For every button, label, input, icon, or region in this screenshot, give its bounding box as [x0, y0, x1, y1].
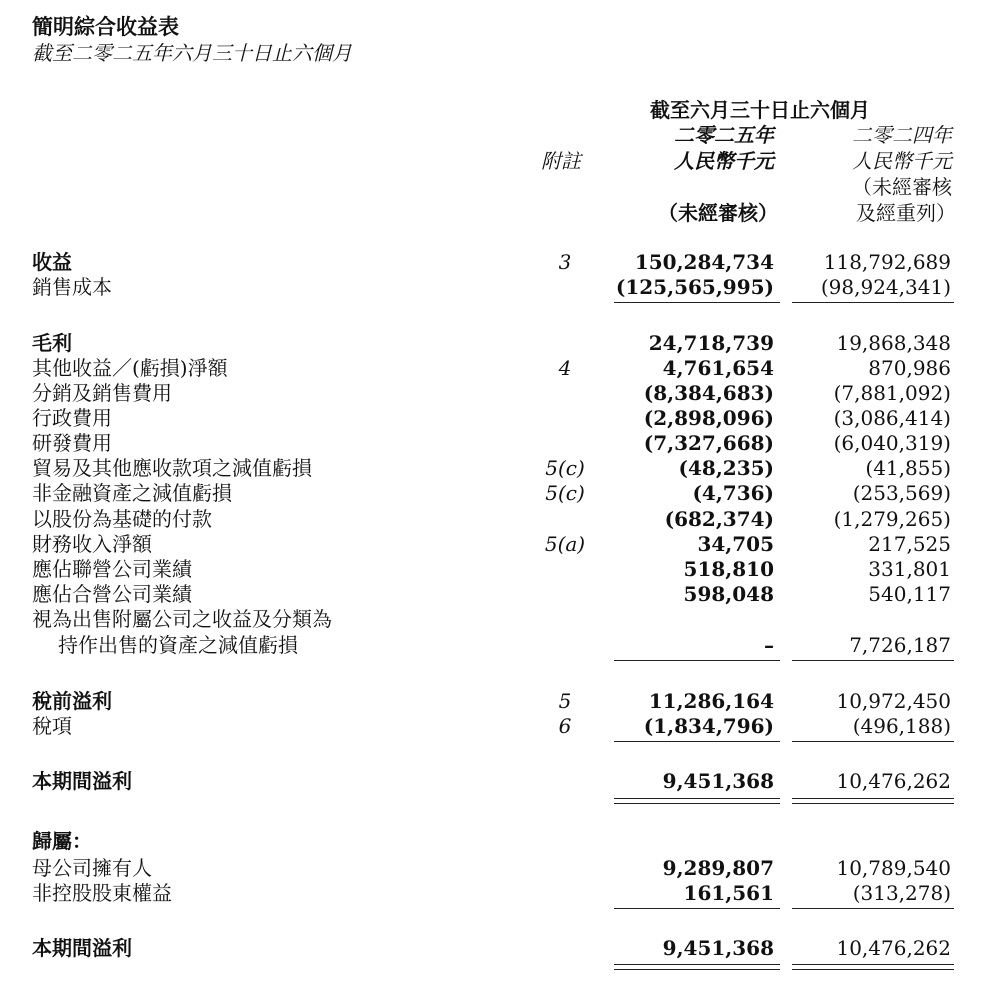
subtotal-rule	[792, 908, 954, 909]
table-row	[0, 880, 989, 906]
table-row	[0, 935, 989, 961]
table-row	[0, 455, 989, 481]
row-note: 3	[558, 250, 572, 274]
value-2024: (6,040,319)	[833, 431, 951, 455]
value-2024: (7,881,092)	[833, 381, 951, 405]
row-label: 非金融資產之減值虧損	[32, 481, 232, 505]
row-label: 財務收入淨額	[32, 532, 152, 556]
row-label: 應佔聯營公司業績	[32, 557, 192, 581]
value-2024: 217,525	[868, 532, 951, 556]
subtotal-rule	[614, 302, 780, 303]
col-2024-unit: 人民幣千元	[852, 149, 952, 173]
row-label: 持作出售的資產之減值虧損	[58, 633, 298, 657]
table-row	[0, 274, 989, 300]
subtotal-rule	[614, 908, 780, 909]
table-row	[0, 828, 989, 854]
value-2024: 870,986	[868, 356, 951, 380]
value-2024: (496,188)	[852, 714, 951, 738]
table-row	[0, 430, 989, 456]
total-double-rule	[792, 798, 954, 804]
table-row	[0, 249, 989, 275]
value-2024: 10,789,540	[836, 856, 951, 880]
value-2025: 150,284,734	[634, 250, 774, 274]
row-note: 6	[558, 714, 572, 738]
row-label: 銷售成本	[32, 275, 112, 299]
value-2025: (7,327,668)	[643, 431, 774, 455]
value-2025: –	[764, 633, 774, 657]
col-2025-audit: （未經審核）	[658, 201, 778, 225]
table-row	[0, 556, 989, 582]
table-row	[0, 405, 989, 431]
note-column-header: 附註	[541, 149, 581, 173]
value-2025: (1,834,796)	[643, 714, 774, 738]
table-row	[0, 355, 989, 381]
value-2024: (1,279,265)	[833, 507, 951, 531]
value-2025: (4,736)	[692, 481, 774, 505]
col-2024-audit-line1: （未經審核	[852, 175, 952, 199]
row-label: 視為出售附屬公司之收益及分類為	[32, 607, 332, 631]
subtotal-rule	[792, 660, 954, 661]
table-row	[0, 480, 989, 506]
row-note: 5	[558, 689, 572, 713]
total-double-rule	[792, 964, 954, 970]
value-2024: 10,476,262	[836, 769, 951, 793]
table-row	[0, 855, 989, 881]
value-2024: 10,972,450	[836, 689, 951, 713]
statement-subtitle: 截至二零二五年六月三十日止六個月	[32, 41, 352, 65]
table-row	[0, 768, 989, 794]
row-label: 研發費用	[32, 431, 112, 455]
value-2025: 11,286,164	[648, 689, 774, 713]
col-2025-unit: 人民幣千元	[674, 149, 774, 173]
row-label: 應佔合營公司業績	[32, 582, 192, 606]
value-2025: 518,810	[683, 557, 774, 581]
row-label: 稅前溢利	[32, 689, 112, 713]
subtotal-rule	[614, 741, 780, 742]
value-2025: 9,289,807	[662, 856, 774, 880]
row-label: 其他收益／(虧損)淨額	[32, 356, 228, 380]
col-2024-year: 二零二四年	[852, 123, 952, 147]
row-label: 非控股股東權益	[32, 881, 172, 905]
value-2025: (8,384,683)	[643, 381, 774, 405]
row-note: 5(a)	[544, 532, 586, 556]
value-2024: 118,792,689	[823, 250, 951, 274]
value-2025: 24,718,739	[648, 331, 774, 355]
statement-title: 簡明綜合收益表	[32, 14, 179, 39]
value-2024: (41,855)	[865, 456, 951, 480]
row-label: 以股份為基礎的付款	[32, 507, 212, 531]
col-2024-audit-line2: 及經重列）	[856, 201, 956, 225]
value-2025: 598,048	[683, 582, 774, 606]
row-label: 貿易及其他應收款項之減值虧損	[32, 456, 312, 480]
value-2024: 540,117	[868, 582, 951, 606]
table-row	[0, 506, 989, 532]
value-2025: (48,235)	[678, 456, 774, 480]
row-label: 分銷及銷售費用	[32, 381, 172, 405]
value-2025: (682,374)	[664, 507, 774, 531]
row-label: 本期間溢利	[32, 769, 132, 793]
row-label: 歸屬：	[32, 829, 92, 853]
table-row	[0, 531, 989, 557]
row-label: 母公司擁有人	[32, 856, 152, 880]
table-row	[0, 380, 989, 406]
row-label: 收益	[32, 250, 72, 274]
value-2025: 4,761,654	[662, 356, 774, 380]
row-note: 5(c)	[545, 481, 585, 505]
row-label: 行政費用	[32, 406, 112, 430]
value-2025: (125,565,995)	[615, 275, 774, 299]
row-note: 4	[558, 356, 572, 380]
value-2024: (3,086,414)	[833, 406, 951, 430]
table-row	[0, 632, 989, 658]
value-2024: 331,801	[868, 557, 951, 581]
table-row	[0, 330, 989, 356]
value-2024: 7,726,187	[849, 633, 951, 657]
value-2025: (2,898,096)	[643, 406, 774, 430]
value-2024: (253,569)	[852, 481, 951, 505]
value-2025: 34,705	[697, 532, 774, 556]
col-2025-year: 二零二五年	[674, 123, 774, 147]
subtotal-rule	[792, 741, 954, 742]
table-row	[0, 688, 989, 714]
total-double-rule	[614, 964, 780, 970]
row-label: 稅項	[32, 714, 72, 738]
value-2025: 9,451,368	[662, 769, 774, 793]
subtotal-rule	[792, 302, 954, 303]
value-2024: (313,278)	[852, 881, 951, 905]
value-2024: 10,476,262	[836, 936, 951, 960]
subtotal-rule	[614, 660, 780, 661]
row-note: 5(c)	[545, 456, 585, 480]
value-2024: 19,868,348	[836, 331, 951, 355]
row-label: 毛利	[32, 331, 72, 355]
table-row	[0, 606, 989, 632]
total-double-rule	[614, 798, 780, 804]
value-2024: (98,924,341)	[820, 275, 951, 299]
period-header: 截至六月三十日止六個月	[650, 98, 870, 122]
table-row	[0, 581, 989, 607]
row-label: 本期間溢利	[32, 936, 132, 960]
value-2025: 161,561	[683, 881, 774, 905]
value-2025: 9,451,368	[662, 936, 774, 960]
table-row	[0, 713, 989, 739]
